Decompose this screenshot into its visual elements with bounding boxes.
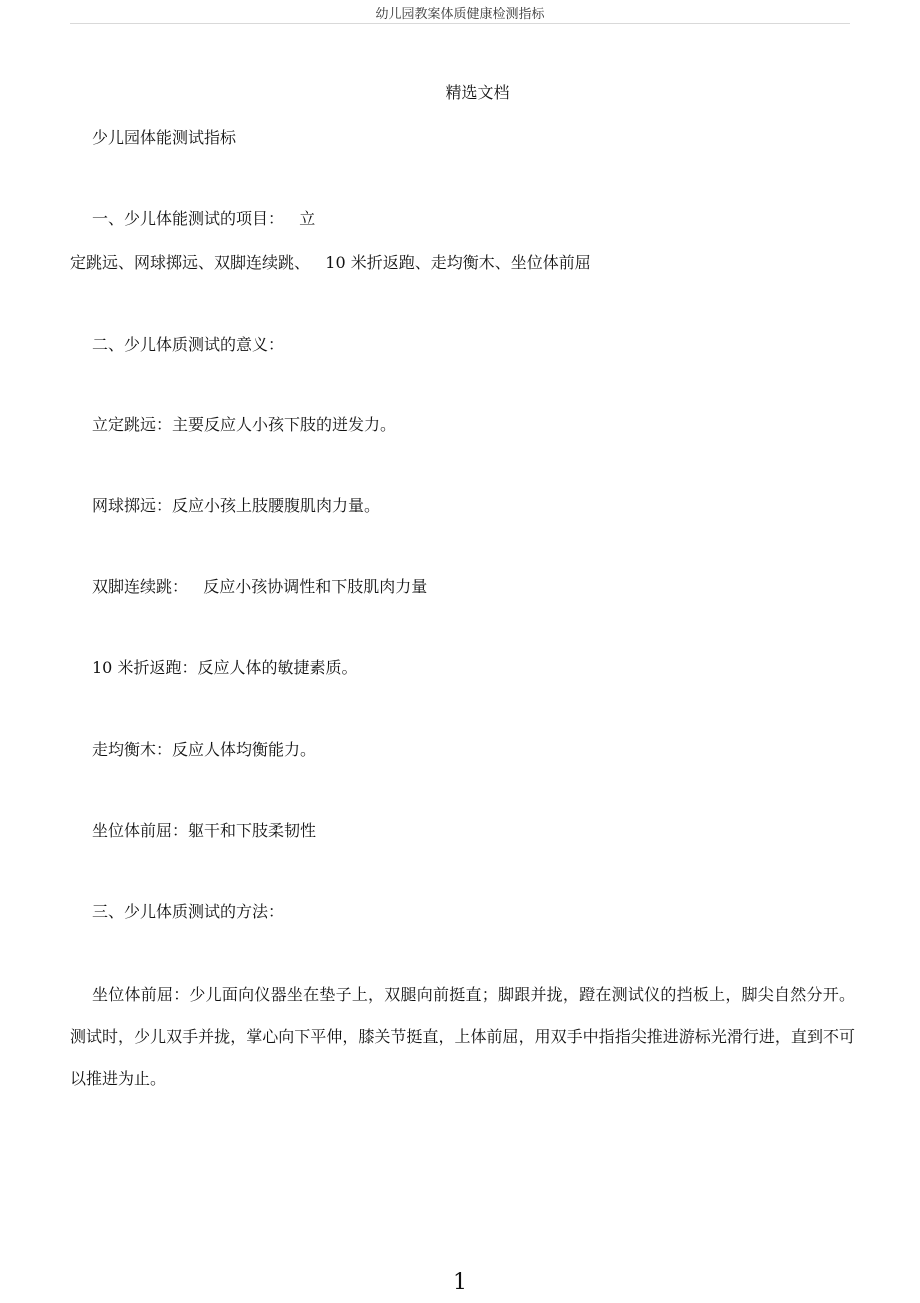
section-3-paragraph: 坐位体前屈：少儿面向仪器坐在垫子上，双腿向前挺直；脚跟并拢，蹬在测试仪的挡板上，脚尖自然分开。测试时，少儿双手并拢，掌心向下平伸，膝关节挺直，上体前屈，用双手中指指尖推进游标光滑行进，直到不可以推进为止。 xyxy=(70,985,855,1088)
page-number: 1 xyxy=(453,1270,467,1295)
section-2-heading: 二、少儿体质测试的意义： xyxy=(92,335,285,354)
list-item: 双脚连续跳： 反应小孩协调性和下肢肌肉力量 xyxy=(92,577,428,596)
list-item: 网球掷远：反应小孩上肢腰腹肌肉力量。 xyxy=(92,496,381,515)
header-divider xyxy=(70,23,850,24)
page-header-title: 幼儿园教案体质健康检测指标 xyxy=(375,7,545,22)
watermark-text: 精选文档 xyxy=(445,83,510,102)
list-item: 走均衡木：反应人体均衡能力。 xyxy=(92,740,317,759)
section-1-heading: 一、少儿体能测试的项目： 立 xyxy=(92,209,316,228)
list-item: 坐位体前屈：躯干和下肢柔韧性 xyxy=(92,821,317,840)
section-1-items: 定跳远、网球掷远、双脚连续跳、 10 米折返跑、走均衡木、坐位体前屈 xyxy=(70,253,591,272)
document-title: 少儿园体能测试指标 xyxy=(92,128,237,147)
list-item: 10 米折返跑：反应人体的敏捷素质。 xyxy=(92,658,358,677)
section-3-heading: 三、少儿体质测试的方法： xyxy=(92,902,285,921)
list-item: 立定跳远：主要反应人小孩下肢的迸发力。 xyxy=(92,415,397,434)
